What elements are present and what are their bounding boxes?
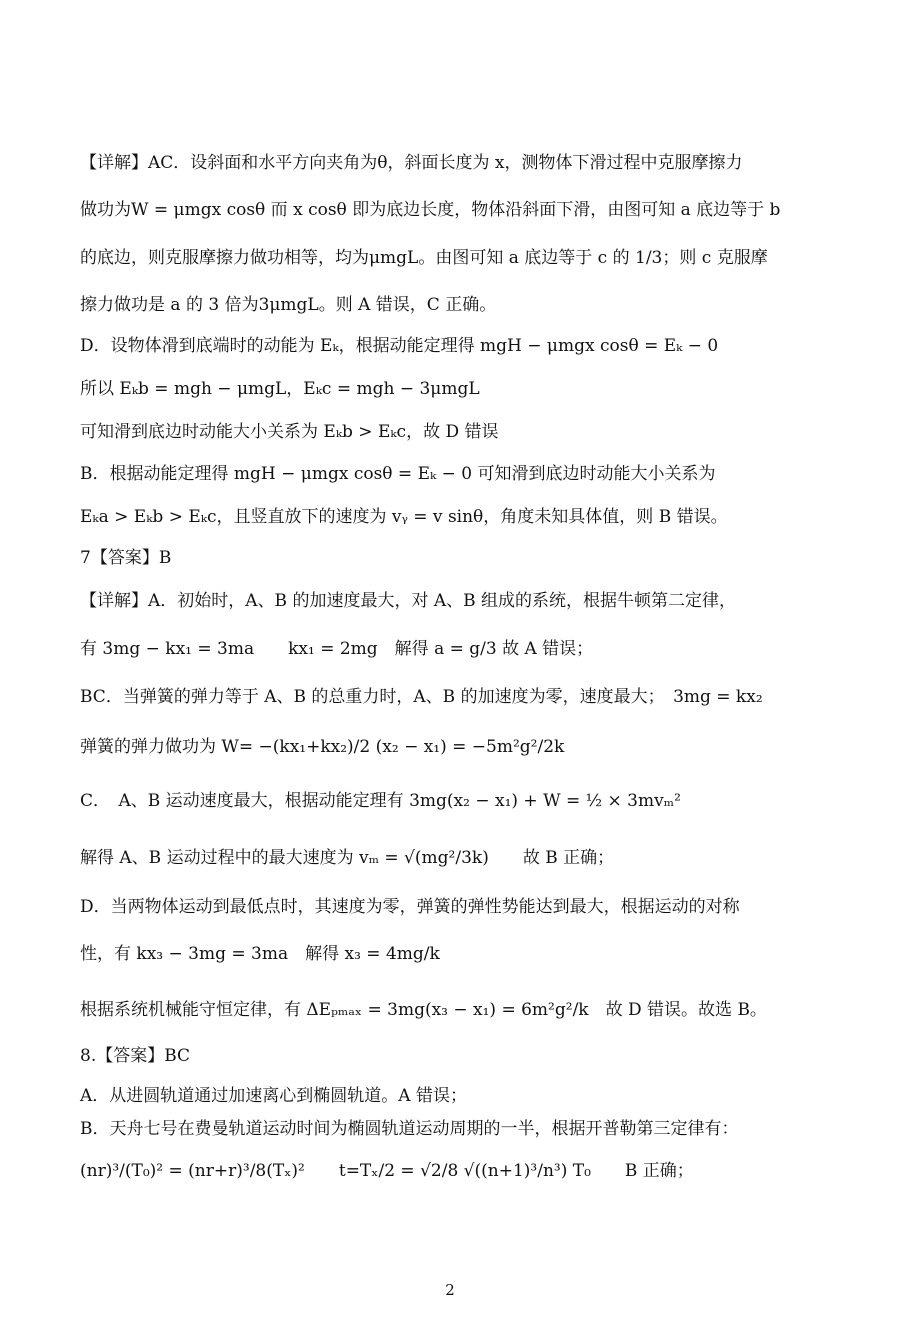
equation-line: 弹簧的弹力做功为 W= −(kx₁+kx₂)/2 (x₂ − x₁) = −5m²g²/2k [80, 737, 565, 757]
equation-line: C． A、B 运动速度最大，根据动能定理有 3mg(x₂ − x₁) + W = ½ × 3mvₘ² [80, 791, 681, 811]
equation-line: 解得 A、B 运动过程中的最大速度为 vₘ = √(mg²/3k) 故 B 正确； [80, 848, 615, 868]
answer-heading: 7【答案】B [80, 548, 172, 568]
text-line: D．当两物体运动到最低点时，其速度为零，弹簧的弹性势能达到最大，根据运动的对称 [80, 897, 740, 917]
equation-line: 有 3mg − kx₁ = 3ma kx₁ = 2mg 解得 a = g/3 故 A 错误； [80, 639, 594, 659]
text-line: 【详解】AC．设斜面和水平方向夹角为θ，斜面长度为 x，测物体下滑过程中克服摩擦力 [80, 153, 743, 173]
text-line: B．天舟七号在费曼轨道运动时间为椭圆轨道运动周期的一半，根据开普勒第三定律有： [80, 1119, 739, 1139]
equation-line: (nr)³/(T₀)² = (nr+r)³/8(Tₓ)² t=Tₓ/2 = √2/8 √((n+1)³/n³) T₀ B 正确； [80, 1161, 694, 1181]
answer-heading: 8.【答案】BC [80, 1046, 191, 1066]
text-line: D．设物体滑到底端时的动能为 Eₖ，根据动能定理得 mgH − μmgx cosθ = Eₖ − 0 [80, 336, 719, 356]
text-line: Eₖa > Eₖb > Eₖc，且竖直放下的速度为 vᵧ = v sinθ，角度未知具体值，则 B 错误。 [80, 507, 728, 527]
text-line: 所以 Eₖb = mgh − μmgL，Eₖc = mgh − 3μmgL [80, 379, 480, 399]
text-line: B．根据动能定理得 mgH − μmgx cosθ = Eₖ − 0 可知滑到底边时动能大小关系为 [80, 464, 716, 484]
text-line: 做功为W = μmgx cosθ 而 x cosθ 即为底边长度，物体沿斜面下滑，由图可知 a 底边等于 b [80, 200, 781, 220]
page-number: 2 [445, 1281, 455, 1299]
equation-line: 性，有 kx₃ − 3mg = 3ma 解得 x₃ = 4mg/k [80, 944, 440, 964]
text-line: 可知滑到底边时动能大小关系为 Eₖb > Eₖc，故 D 错误 [80, 422, 499, 442]
text-line: 的底边，则克服摩擦力做功相等，均为μmgL。由图可知 a 底边等于 c 的 1/3；则 c 克服摩 [80, 248, 768, 268]
equation-line: 根据系统机械能守恒定律，有 ΔEₚₘₐₓ = 3mg(x₃ − x₁) = 6m²g²/k 故 D 错误。故选 B。 [80, 1000, 767, 1020]
text-line: 【详解】A．初始时，A、B 的加速度最大，对 A、B 组成的系统，根据牛顿第二定律， [80, 591, 737, 611]
text-line: A．从进圆轨道通过加速离心到椭圆轨道。A 错误； [80, 1086, 467, 1106]
text-line: BC．当弹簧的弹力等于 A、B 的总重力时，A、B 的加速度为零，速度最大； 3mg = kx₂ [80, 687, 763, 707]
text-line: 擦力做功是 a 的 3 倍为3μmgL。则 A 错误，C 正确。 [80, 295, 497, 315]
